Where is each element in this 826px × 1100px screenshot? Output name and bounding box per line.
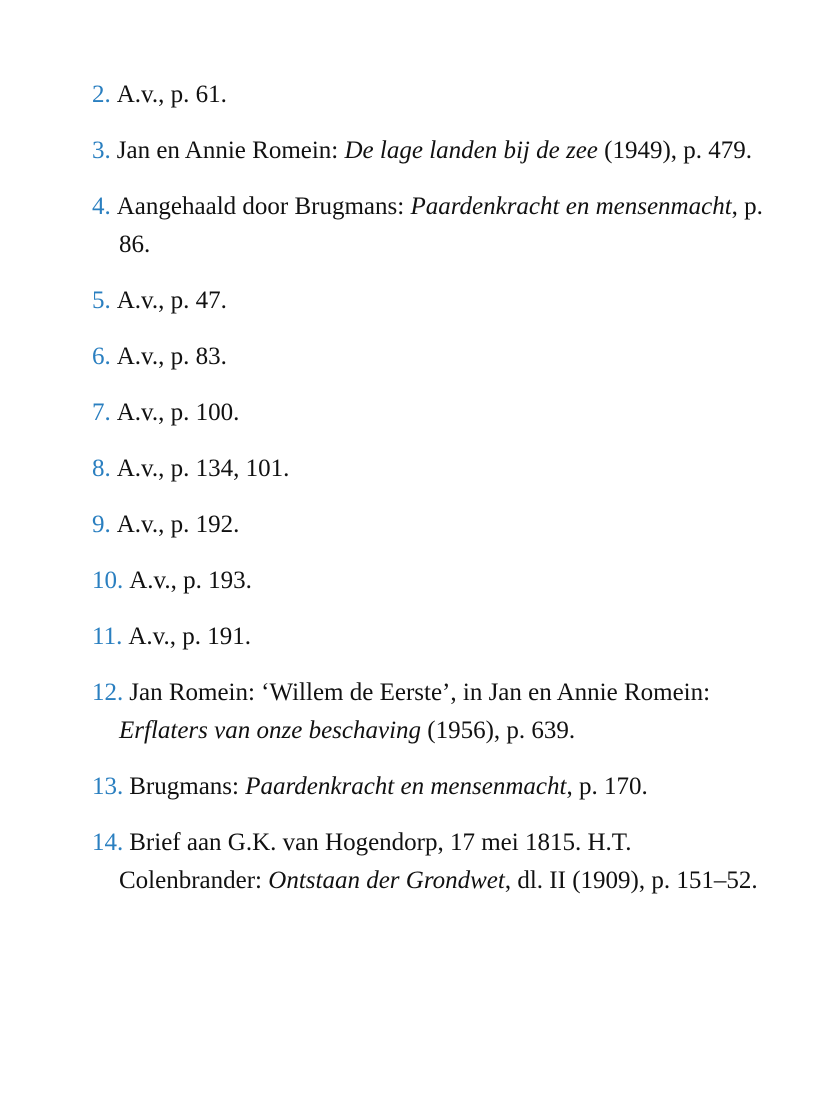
endnote-text: (1949), p. 479. — [597, 137, 753, 164]
endnote-title: De lage landen bij de zee — [344, 137, 598, 164]
endnote-title: Erflaters van onze beschaving — [119, 717, 422, 744]
endnote-text: A.v., p. 192. — [116, 511, 240, 538]
endnote-item — [92, 768, 772, 806]
endnote-text: A.v., p. 100. — [116, 399, 240, 426]
endnote-backlink[interactable]: 11. — [92, 623, 123, 650]
endnote-item — [92, 562, 772, 600]
endnote-backlink[interactable]: 5. — [92, 287, 111, 314]
endnote-item — [92, 824, 772, 900]
endnote-text: (1956), p. 639. — [421, 717, 576, 744]
endnote-title: Paardenkracht en mensenmacht — [410, 193, 732, 220]
endnote-backlink[interactable]: 7. — [92, 399, 111, 426]
endnote-backlink[interactable]: 3. — [92, 137, 111, 164]
endnote-item — [92, 188, 772, 264]
endnote-text: Brugmans: — [129, 773, 246, 800]
endnote-item — [92, 76, 772, 114]
endnote-backlink[interactable]: 12. — [92, 679, 124, 706]
endnote-text: A.v., p. 191. — [128, 623, 252, 650]
endnote-text: , p. 170. — [566, 773, 648, 800]
endnote-text: A.v., p. 61. — [116, 81, 227, 108]
endnote-backlink[interactable]: 14. — [92, 829, 124, 856]
endnote-item — [92, 282, 772, 320]
endnote-title: Ontstaan der Grondwet — [268, 867, 505, 894]
endnote-item — [92, 394, 772, 432]
endnote-text: A.v., p. 83. — [116, 343, 227, 370]
endnotes-list — [92, 76, 772, 918]
endnote-backlink[interactable]: 2. — [92, 81, 111, 108]
endnote-text: A.v., p. 47. — [116, 287, 227, 314]
endnote-backlink[interactable]: 4. — [92, 193, 111, 220]
endnote-backlink[interactable]: 8. — [92, 455, 111, 482]
endnote-item — [92, 132, 772, 170]
endnote-backlink[interactable]: 9. — [92, 511, 111, 538]
endnote-item — [92, 618, 772, 656]
endnote-text: , dl. II (1909), p. 151–52. — [504, 867, 758, 894]
endnote-backlink[interactable]: 6. — [92, 343, 111, 370]
endnote-text: A.v., p. 134, 101. — [116, 455, 290, 482]
endnote-title: Paardenkracht en mensenmacht — [245, 773, 567, 800]
endnote-item — [92, 450, 772, 488]
endnote-backlink[interactable]: 10. — [92, 567, 124, 594]
endnote-item — [92, 338, 772, 376]
endnote-backlink[interactable]: 13. — [92, 773, 124, 800]
endnote-text: Aangehaald door Brugmans: — [116, 193, 411, 220]
endnote-text: Jan en Annie Romein: — [116, 137, 345, 164]
endnote-item — [92, 674, 772, 750]
endnote-text: Brief aan G.K. van Hogendorp, 17 mei 1815. H.T. Colenbrander: — [119, 829, 632, 894]
endnote-text: A.v., p. 193. — [129, 567, 252, 594]
endnote-item — [92, 506, 772, 544]
endnote-text: , p. 86. — [119, 193, 763, 258]
endnote-text: Jan Romein: ‘Willem de Eerste’, in Jan en Annie Romein: — [129, 679, 711, 706]
